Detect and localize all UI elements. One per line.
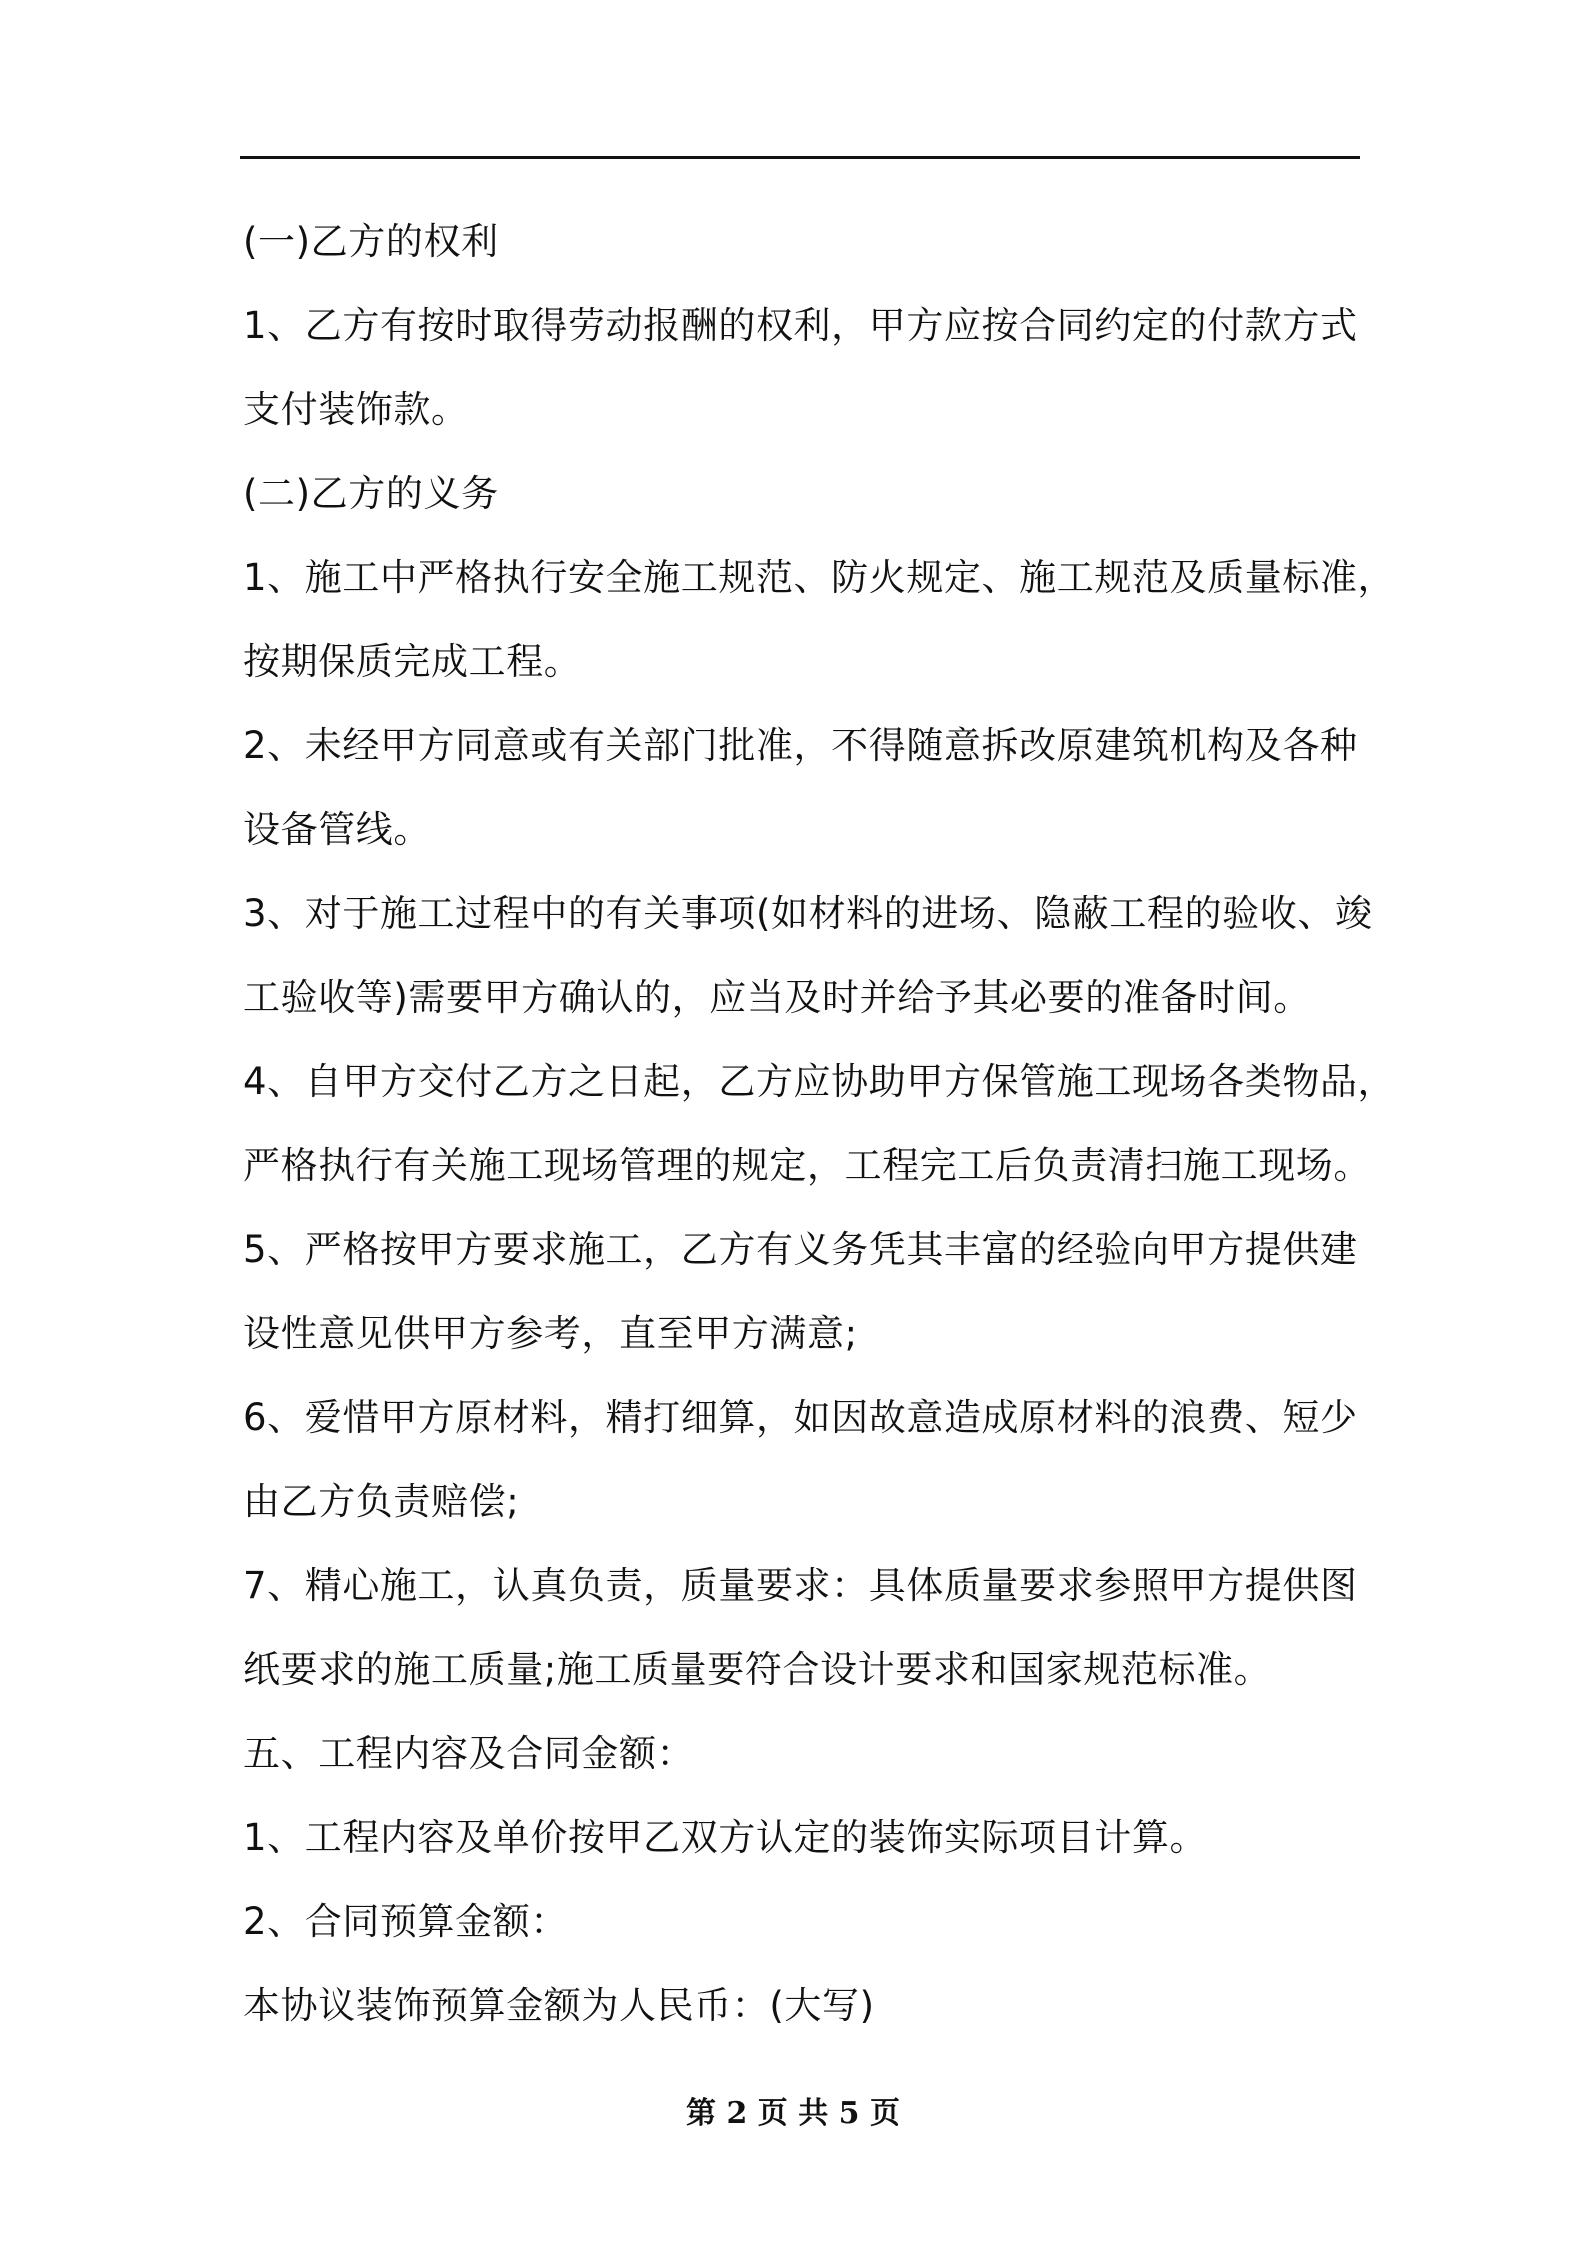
paragraph-line: 严格执行有关施工现场管理的规定，工程完工后负责清扫施工现场。 xyxy=(243,1144,1371,1187)
section-heading-duties: (二)乙方的义务 xyxy=(243,472,499,515)
paragraph-line: 5、严格按甲方要求施工，乙方有义务凭其丰富的经验向甲方提供建 xyxy=(243,1228,1358,1271)
paragraph-line: 支付装饰款。 xyxy=(243,388,469,431)
paragraph-line: 设性意见供甲方参考，直至甲方满意; xyxy=(243,1312,858,1355)
paragraph-line: 按期保质完成工程。 xyxy=(243,640,582,683)
paragraph-line: 由乙方负责赔偿; xyxy=(243,1480,520,1523)
paragraph-line: 3、对于施工过程中的有关事项(如材料的进场、隐蔽工程的验收、竣 xyxy=(243,892,1373,935)
paragraph-line: 纸要求的施工质量;施工质量要符合设计要求和国家规范标准。 xyxy=(243,1648,1272,1691)
header-rule xyxy=(240,156,1360,159)
paragraph-line: 1、施工中严格执行安全施工规范、防火规定、施工规范及质量标准， xyxy=(243,556,1396,599)
paragraph-line: 本协议装饰预算金额为人民币：(大写) xyxy=(243,1984,875,2027)
paragraph-line: 2、未经甲方同意或有关部门批准，不得随意拆改原建筑机构及各种 xyxy=(243,724,1358,767)
paragraph-line: 工验收等)需要甲方确认的，应当及时并给予其必要的准备时间。 xyxy=(243,976,1311,1019)
page-number-footer: 第 2 页 共 5 页 xyxy=(686,2096,900,2131)
paragraph-line: 4、自甲方交付乙方之日起，乙方应协助甲方保管施工现场各类物品， xyxy=(243,1060,1396,1103)
paragraph-line: 1、乙方有按时取得劳动报酬的权利，甲方应按合同约定的付款方式 xyxy=(243,304,1358,347)
paragraph-line: 2、合同预算金额： xyxy=(243,1900,568,1943)
paragraph-line: 7、精心施工，认真负责，质量要求：具体质量要求参照甲方提供图 xyxy=(243,1564,1358,1607)
section-heading-scope-amount: 五、工程内容及合同金额： xyxy=(243,1732,695,1775)
section-heading-rights: (一)乙方的权利 xyxy=(243,220,499,263)
paragraph-line: 1、工程内容及单价按甲乙双方认定的装饰实际项目计算。 xyxy=(243,1816,1208,1859)
paragraph-line: 6、爱惜甲方原材料，精打细算，如因故意造成原材料的浪费、短少 xyxy=(243,1396,1358,1439)
document-body xyxy=(243,200,1396,2048)
paragraph-line: 设备管线。 xyxy=(243,808,431,851)
